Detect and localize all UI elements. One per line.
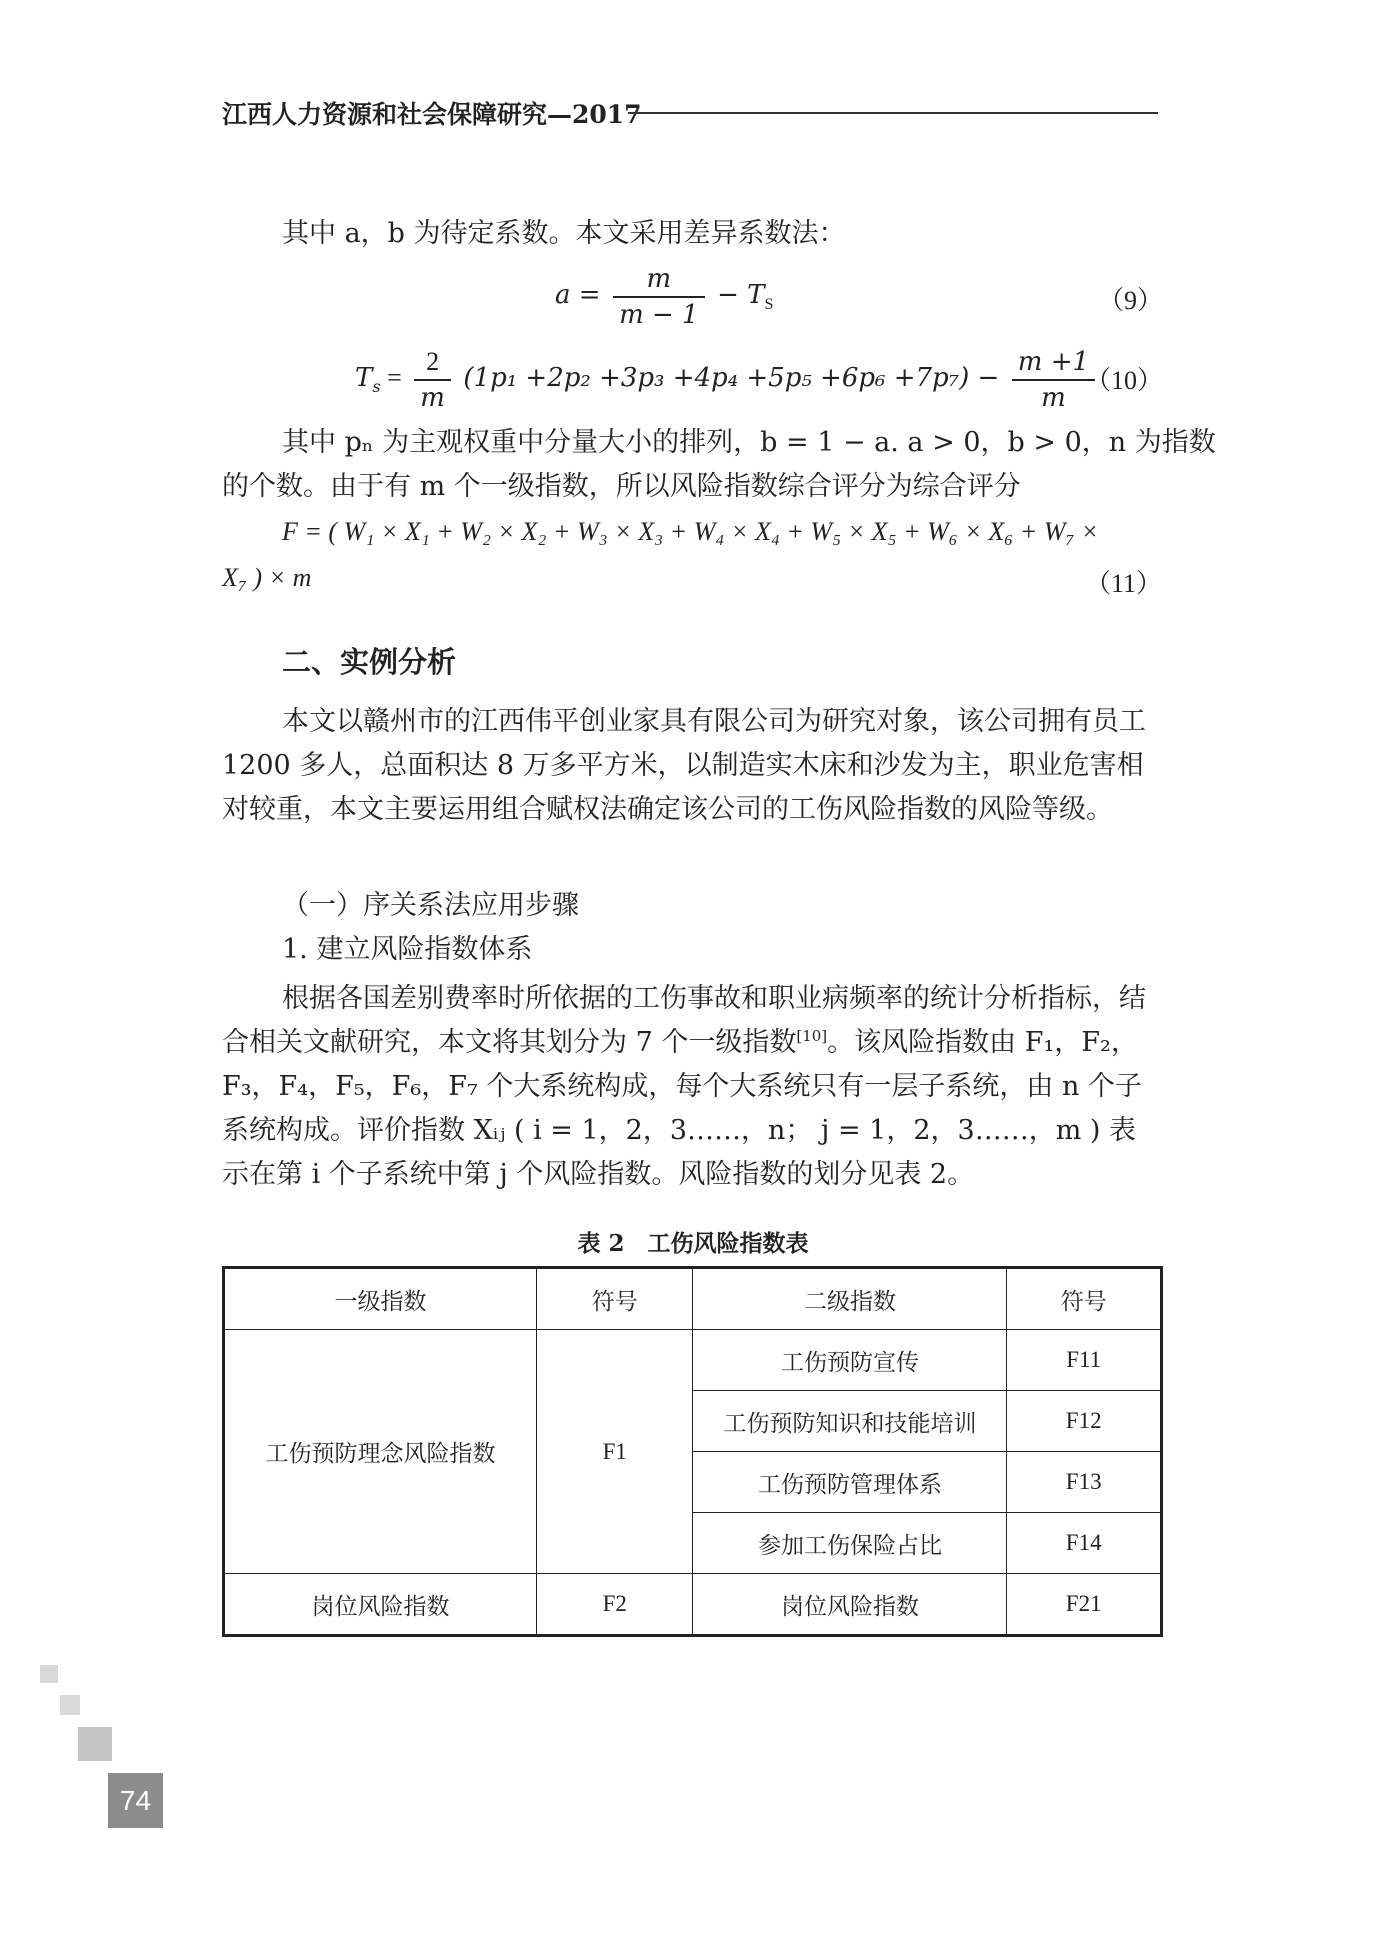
index-paragraph-text-a: 根据各国差别费率时所依据的工伤事故和职业病频率的统计分析指标，结合相关文献研究，本文将其划分为 7 个一级指数 [222,983,1146,1058]
citation-10: [10] [796,1027,828,1045]
eq9-fraction [613,262,705,332]
equation-number-10: （10） [1085,366,1164,395]
table-row [224,1330,1162,1391]
equation-11-line-2: X₇ ) × m [222,563,312,592]
eq10-lhs-sub: s [372,376,381,396]
primary-index-cell: 岗位风险指数 [224,1574,537,1636]
section-title: 二、实例分析 [282,645,457,679]
eq9-rhs-sub: S [764,295,774,313]
eq10-numerator-2: m +1 [1012,345,1095,381]
equation-10 [355,345,1101,415]
decorative-square [40,1665,58,1683]
eq10-fraction-1 [414,345,451,415]
eq9-denominator: m − 1 [619,300,699,330]
header-primary-index: 一级指数 [224,1268,537,1330]
index-paragraph-text-b: 。该风险指数由 F₁，F₂，F₃，F₄，F₅，F₆，F₇ 个大系统构成，每个大系统只有一层子系统，由 n 个子系统构成。评价指数 Xᵢⱼ ( i = 1，2，3……，n； j = 1，2，3……，m ) 表示在第 i 个子系统中第 j 个风险指数。风险指数的划分见表 2。 [222,1027,1142,1190]
decorative-square [78,1727,112,1761]
secondary-index-cell: 工伤预防管理体系 [693,1452,1007,1513]
running-header-title: 江西人力资源和社会保障研究—2017 [222,100,642,129]
secondary-symbol-cell: F11 [1007,1330,1162,1391]
eq10-denominator-2: m [1041,383,1066,413]
page-number: 74 [108,1773,163,1828]
eq9-lhs: a = [555,279,601,310]
decorative-square [60,1695,80,1715]
eq9-rhs: − T [717,279,765,310]
subsection-heading: （一）序关系法应用步骤 [282,890,579,921]
header-secondary-index: 二级指数 [693,1268,1007,1330]
eq10-numerator-1: 2 [414,345,451,381]
index-paragraph [222,977,1162,1197]
secondary-symbol-cell: F12 [1007,1391,1162,1452]
secondary-index-cell: 参加工伤保险占比 [693,1513,1007,1574]
equation-11-line-1: F = ( W₁ × X₁ + W₂ × X₂ + W₃ × X₃ + W₄ × X₄ + W₅ × X₅ + W₆ × X₆ + W₇ × [282,517,1099,546]
equation-number-11: （11） [1085,569,1163,598]
table-header-row [224,1268,1162,1330]
table-caption: 表 2 工伤风险指数表 [577,1230,809,1257]
risk-index-table [222,1266,1163,1637]
secondary-index-cell: 工伤预防宣传 [693,1330,1007,1391]
header-rule [628,112,1158,114]
header-symbol-1: 符号 [536,1268,693,1330]
eq10-equals: = [387,362,402,392]
eq10-body: (1p₁ +2p₂ +3p₃ +4p₄ +5p₅ +6p₆ +7p₇) − [463,362,1000,393]
primary-symbol-cell: F2 [536,1574,693,1636]
pn-paragraph-line-1: 其中 pₙ 为主观权重中分量大小的排列，b = 1 − a. a > 0，b > 0，n 为指数 [282,427,1216,458]
eq9-numerator: m [613,262,705,298]
secondary-symbol-cell: F13 [1007,1452,1162,1513]
equation-9 [555,262,773,332]
secondary-symbol-cell: F21 [1007,1574,1162,1636]
eq10-lhs: T [355,362,373,393]
primary-symbol-cell: F1 [536,1330,693,1574]
pn-paragraph-line-2: 的个数。由于有 m 个一级指数，所以风险指数综合评分为综合评分 [222,471,1021,502]
secondary-symbol-cell: F14 [1007,1513,1162,1574]
secondary-index-cell: 工伤预防知识和技能培训 [693,1391,1007,1452]
primary-index-cell: 工伤预防理念风险指数 [224,1330,537,1574]
company-paragraph: 本文以赣州市的江西伟平创业家具有限公司为研究对象，该公司拥有员工 1200 多人，总面积达 8 万多平方米，以制造实木床和沙发为主，职业危害相对较重，本文主要运用组合赋权法确定该公司的工伤风险指数的风险等级。 [222,706,1146,825]
equation-number-9: （9） [1098,286,1164,315]
eq10-fraction-2 [1012,345,1095,415]
secondary-index-cell: 岗位风险指数 [693,1574,1007,1636]
intro-line: 其中 a，b 为待定系数。本文采用差异系数法： [282,218,846,249]
step-1-heading: 1. 建立风险指数体系 [282,934,533,965]
header-symbol-2: 符号 [1007,1268,1162,1330]
eq10-denominator-1: m [420,383,445,413]
table-row [224,1574,1162,1636]
